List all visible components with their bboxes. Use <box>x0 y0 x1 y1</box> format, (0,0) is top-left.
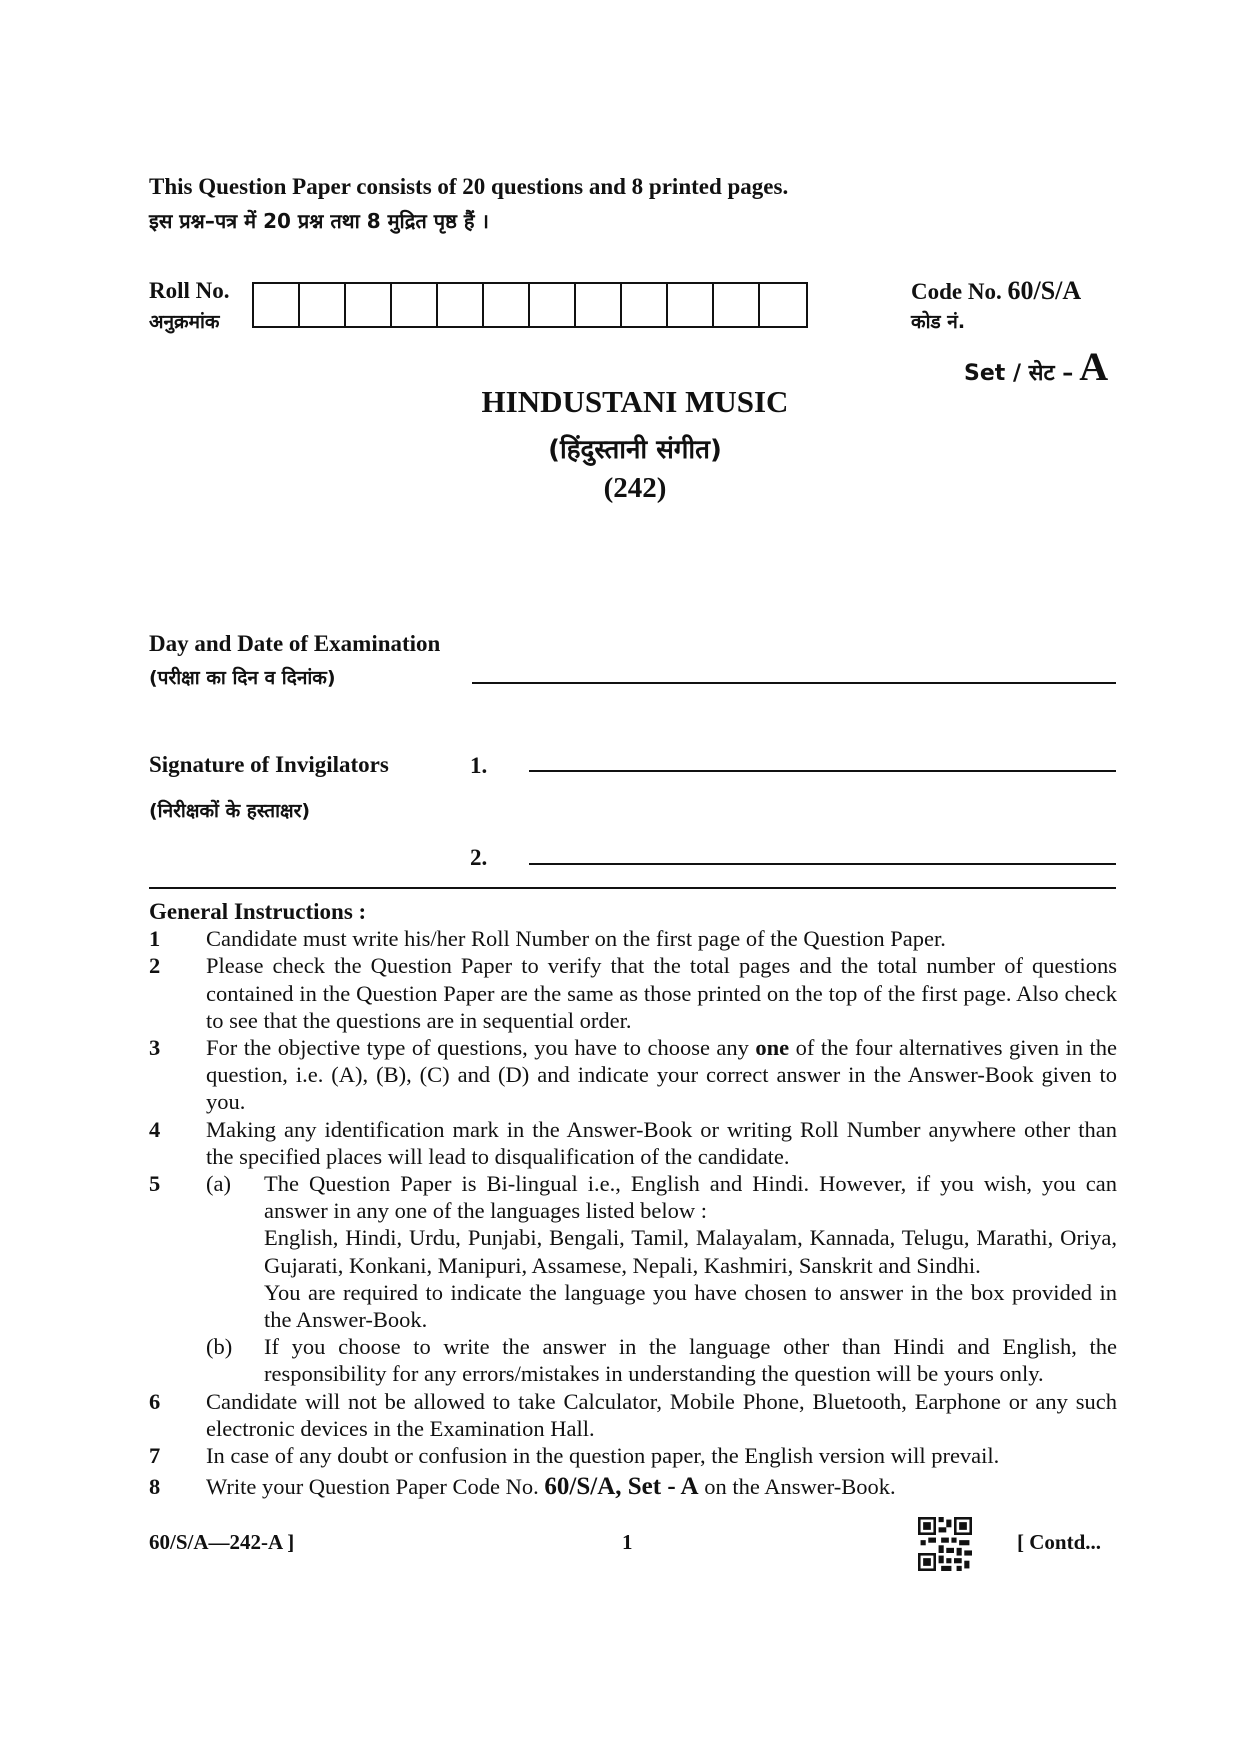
invigilator-1-number: 1. <box>470 753 488 778</box>
instructions-heading: General Instructions : <box>149 899 367 924</box>
invigilators-label-en: Signature of Invigilators <box>149 752 389 777</box>
code-value: 60/S/A <box>1007 276 1082 305</box>
roll-cell[interactable] <box>576 284 622 326</box>
instruction-number: 6 <box>149 1388 161 1414</box>
instruction-item <box>149 1034 1117 1116</box>
instruction-item <box>149 925 1117 952</box>
page-number: 1 <box>622 1530 633 1554</box>
roll-cell[interactable] <box>530 284 576 326</box>
code-label-en: Code No. <box>911 279 1002 304</box>
instruction-item <box>149 1116 1117 1170</box>
instruction-text: Candidate will not be allowed to take Calculator, Mobile Phone, Bluetooth, Earphone or any such electronic devices in the Examination Hall. <box>206 1388 1117 1441</box>
instruction-item <box>149 1473 1117 1500</box>
instruction-text: For the objective type of questions, you have to choose any one of the four alternatives given in the question, i.e. (A), (B), (C) and (D) and indicate your correct answer in the Answer-Book given to you. <box>206 1035 1117 1115</box>
instruction-sub-item: (a) The Question Paper is Bi-lingual i.e., English and Hindi. However, if you wish, you can answer in any one of the languages listed below : English, Hindi, Urdu, Punjabi, Bengali, Tamil, Malayalam, Kannada, Telugu, Marathi, Oriya, Gujarati, Konkani, Manipuri, Assamese, Nepali, Kashmiri, Sanskrit and Sindhi. You are required to indicate the language you have chosen to answer in the box provided in the Answer-Book. <box>206 1171 1117 1333</box>
instruction-number: 8 <box>149 1474 161 1500</box>
instruction-text <box>206 1170 1117 1388</box>
roll-cell[interactable] <box>714 284 760 326</box>
instruction-item <box>149 1442 1117 1469</box>
exam-date-label-hi: (परीक्षा का दिन व दिनांक) <box>149 667 336 689</box>
roll-number-boxes[interactable] <box>252 282 808 328</box>
page-count-hindi: इस प्रश्न–पत्र में 20 प्रश्न तथा 8 मुद्रित पृष्ठ हैं । <box>149 209 489 233</box>
roll-cell[interactable] <box>438 284 484 326</box>
exam-date-label-en: Day and Date of Examination <box>149 631 441 656</box>
invigilators-label-hi: (निरीक्षकों के हस्ताक्षर) <box>149 800 311 822</box>
instruction-text: Candidate must write his/her Roll Number on the first page of the Question Paper. <box>206 926 946 952</box>
qr-code-icon <box>918 1517 972 1571</box>
instruction-sub-item: (b) If you choose to write the answer in the language other than Hindi and English, the responsibility for any errors/mistakes in understanding the question will be yours only. <box>206 1334 1117 1387</box>
roll-cell[interactable] <box>668 284 714 326</box>
roll-cell[interactable] <box>254 284 300 326</box>
page-count-english: This Question Paper consists of 20 questions and 8 printed pages. <box>149 174 789 199</box>
instruction-text: Making any identification mark in the Answer-Book or writing Roll Number anywhere other than the specified places will lead to disqualification of the candidate. <box>206 1116 1117 1169</box>
roll-cell[interactable] <box>622 284 668 326</box>
instruction-text: Write your Question Paper Code No. 60/S/A, Set - A on the Answer-Book. <box>206 1473 896 1501</box>
invigilator-2-line[interactable] <box>529 863 1116 865</box>
invigilator-1-line[interactable] <box>529 770 1116 772</box>
instruction-number: 3 <box>149 1035 161 1061</box>
roll-cell[interactable] <box>392 284 438 326</box>
subject-title-hi: (हिंदुस्तानी संगीत) <box>548 435 722 465</box>
continued-label: [ Contd... <box>1017 1530 1102 1554</box>
instruction-number: 1 <box>149 926 161 952</box>
invigilator-2-number: 2. <box>470 845 488 870</box>
subject-code: (242) <box>603 472 667 504</box>
code-number <box>911 276 1081 306</box>
roll-cell[interactable] <box>346 284 392 326</box>
roll-cell[interactable] <box>484 284 530 326</box>
roll-label-hi: अनुक्रमांक <box>149 311 220 333</box>
instruction-text: Please check the Question Paper to verify that the total pages and the total number of questions contained in the Question Paper are the same as those printed on the top of the first page. Also check to see that the questions are in sequential order. <box>206 953 1117 1033</box>
instruction-number: 7 <box>149 1443 161 1469</box>
footer-code: 60/S/A—242-A ] <box>149 1530 295 1554</box>
general-instructions <box>149 898 1117 1500</box>
instruction-item <box>149 952 1117 1034</box>
roll-cell[interactable] <box>300 284 346 326</box>
set-label: Set / सेट – <box>964 361 1074 386</box>
instruction-item <box>149 1170 1117 1388</box>
section-divider <box>149 887 1116 889</box>
instruction-number: 2 <box>149 953 161 979</box>
instruction-item <box>149 1388 1117 1442</box>
instruction-text: In case of any doubt or confusion in the question paper, the English version will prevail. <box>206 1443 1000 1469</box>
instruction-number: 5 <box>149 1171 161 1197</box>
roll-label-en: Roll No. <box>149 278 230 303</box>
exam-date-line[interactable] <box>472 682 1116 684</box>
roll-cell[interactable] <box>760 284 806 326</box>
code-label-hi: कोड नं. <box>911 311 966 333</box>
subject-title-en: HINDUSTANI MUSIC <box>481 384 789 419</box>
instruction-number: 4 <box>149 1116 161 1142</box>
set-value: A <box>1079 344 1109 389</box>
